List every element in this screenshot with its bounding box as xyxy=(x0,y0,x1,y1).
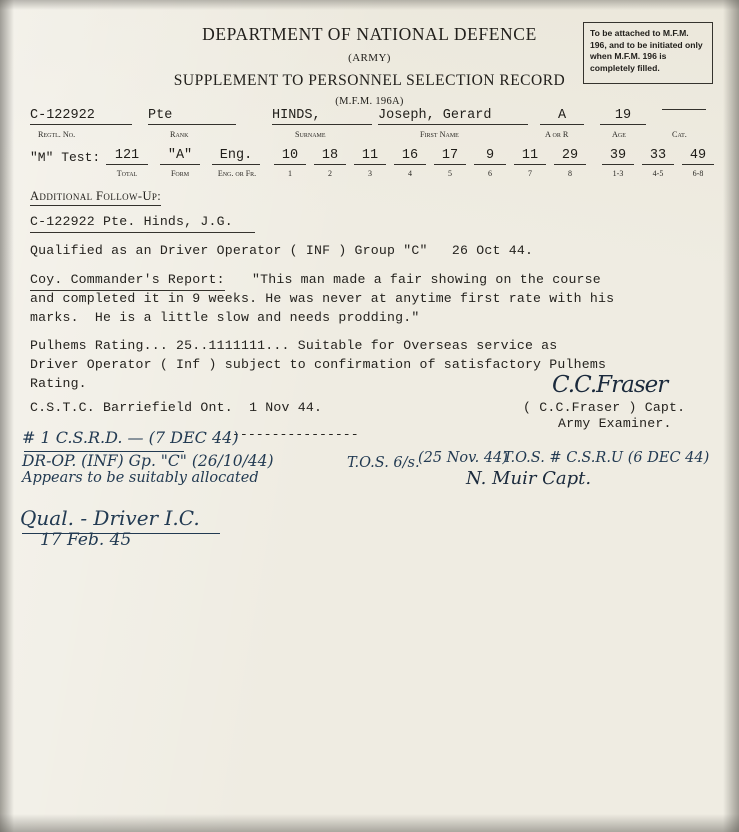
handwriting-trade-line: DR-OP. (INF) Gp. "C" (26/10/44) xyxy=(22,452,274,470)
m-test-score-caption: 6 xyxy=(488,169,492,178)
handwriting-tos-csru-line: T.O.S. # C.S.R.U (6 DEC 44) xyxy=(503,450,710,466)
field-a-or-r: A xyxy=(540,108,584,125)
m-test-score: 17 xyxy=(434,148,466,165)
m-test-score: 18 xyxy=(314,148,346,165)
m-test-score: 11 xyxy=(514,148,546,165)
body-report-text-line3: marks. He is a little slow and needs prodding." xyxy=(30,310,420,325)
page-edge-shadow-top xyxy=(0,0,739,10)
body-pulhems-line1: Pulhems Rating... 25..1111111... Suitable for Overseas service as xyxy=(30,338,558,353)
m-test-score-caption: 4-5 xyxy=(652,169,664,178)
m-test-label: "M" Test: xyxy=(30,150,101,165)
m-test-score-caption: 4 xyxy=(408,169,412,178)
m-test-language-caption: Eng. or Fr. xyxy=(217,169,257,178)
m-test-score-caption: 8 xyxy=(568,169,572,178)
handwriting-qual-line: Qual. - Driver I.C. xyxy=(20,506,200,530)
field-cat xyxy=(662,108,706,110)
m-test-score-caption: 7 xyxy=(528,169,532,178)
dash-separator: ---------------- xyxy=(232,427,359,442)
body-report-text-line1: "This man made a fair showing on the course xyxy=(252,272,601,287)
caption-first-name: First Name xyxy=(420,130,459,139)
field-regtl-no: C-122922 xyxy=(30,108,132,125)
attachment-note-box: To be attached to M.F.M. 196, and to be initiated only when M.F.M. 196 is completely filled. xyxy=(583,22,713,84)
m-test-score: 33 xyxy=(642,148,674,165)
m-test-score-caption: 6-8 xyxy=(692,169,704,178)
body-name-line: C-122922 Pte. Hinds, J.G. xyxy=(30,214,233,229)
field-rank: Pte xyxy=(148,108,236,125)
handwriting-tos-line: T.O.S. 6/s. xyxy=(347,455,420,471)
m-test-score: 16 xyxy=(394,148,426,165)
m-test-total: 121 xyxy=(106,148,148,165)
page-edge-shadow-bottom xyxy=(0,814,739,832)
handwriting-date-line: (25 Nov. 44) xyxy=(418,450,508,466)
body-report-text-line2: and completed it in 9 weeks. He was never at anytime first rate with his xyxy=(30,291,615,306)
caption-age: Age xyxy=(612,130,626,139)
body-examiner-name: ( C.C.Fraser ) Capt. xyxy=(523,400,686,415)
header-line-army: (ARMY) xyxy=(348,52,391,64)
m-test-score-caption: 1 xyxy=(288,169,292,178)
header-line-department: DEPARTMENT OF NATIONAL DEFENCE xyxy=(202,24,537,44)
identity-row xyxy=(0,108,739,142)
m-test-score-caption: 5 xyxy=(448,169,452,178)
body-report-label: Coy. Commander's Report: xyxy=(30,270,225,291)
signature-examiner: C.C.Fraser xyxy=(552,372,668,398)
m-test-score: 49 xyxy=(682,148,714,165)
m-test-score: 39 xyxy=(602,148,634,165)
handwriting-qual-date: 17 Feb. 45 xyxy=(40,530,132,550)
field-first-name: Joseph, Gerard xyxy=(378,108,528,125)
m-test-score-caption: 1-3 xyxy=(612,169,624,178)
caption-rank: Rank xyxy=(170,130,189,139)
handwriting-csrd-line: # 1 C.S.R.D. — (7 DEC 44) xyxy=(22,428,239,447)
m-test-score: 9 xyxy=(474,148,506,165)
m-test-score: 10 xyxy=(274,148,306,165)
caption-cat: Cat. xyxy=(672,130,687,139)
m-test-total-caption: Total xyxy=(116,169,138,178)
m-test-language: Eng. xyxy=(212,148,260,165)
body-qualified-line: Qualified as an Driver Operator ( INF ) Group "C" 26 Oct 44. xyxy=(30,243,534,258)
m-test-score-caption: 2 xyxy=(328,169,332,178)
header-line-title: SUPPLEMENT TO PERSONNEL SELECTION RECORD xyxy=(173,72,566,89)
caption-a-or-r: A or R xyxy=(545,130,569,139)
m-test-score-caption: 3 xyxy=(368,169,372,178)
handwriting-allocated-line: Appears to be suitably allocated xyxy=(22,470,259,486)
additional-follow-up-label: Additional Follow-Up: xyxy=(30,189,161,206)
header-line-form-number: (M.F.M. 196A) xyxy=(335,96,404,107)
body-pulhems-line3: Rating. xyxy=(30,376,87,391)
field-age: 19 xyxy=(600,108,646,125)
m-test-form-caption: Form xyxy=(170,169,190,178)
m-test-score: 29 xyxy=(554,148,586,165)
caption-regtl-no: Regtl. No. xyxy=(38,130,76,139)
body-unit-date: C.S.T.C. Barriefield Ont. 1 Nov 44. xyxy=(30,400,323,415)
field-surname: HINDS, xyxy=(272,108,372,125)
caption-surname: Surname xyxy=(295,130,326,139)
signature-muir: N. Muir Capt. xyxy=(466,468,592,489)
m-test-form: "A" xyxy=(160,148,200,165)
underline-name-line xyxy=(30,232,255,233)
body-pulhems-line2: Driver Operator ( Inf ) subject to confirmation of satisfactory Pulhems xyxy=(30,357,607,372)
m-test-row xyxy=(0,148,739,184)
m-test-score: 11 xyxy=(354,148,386,165)
body-examiner-title: Army Examiner. xyxy=(558,416,672,431)
